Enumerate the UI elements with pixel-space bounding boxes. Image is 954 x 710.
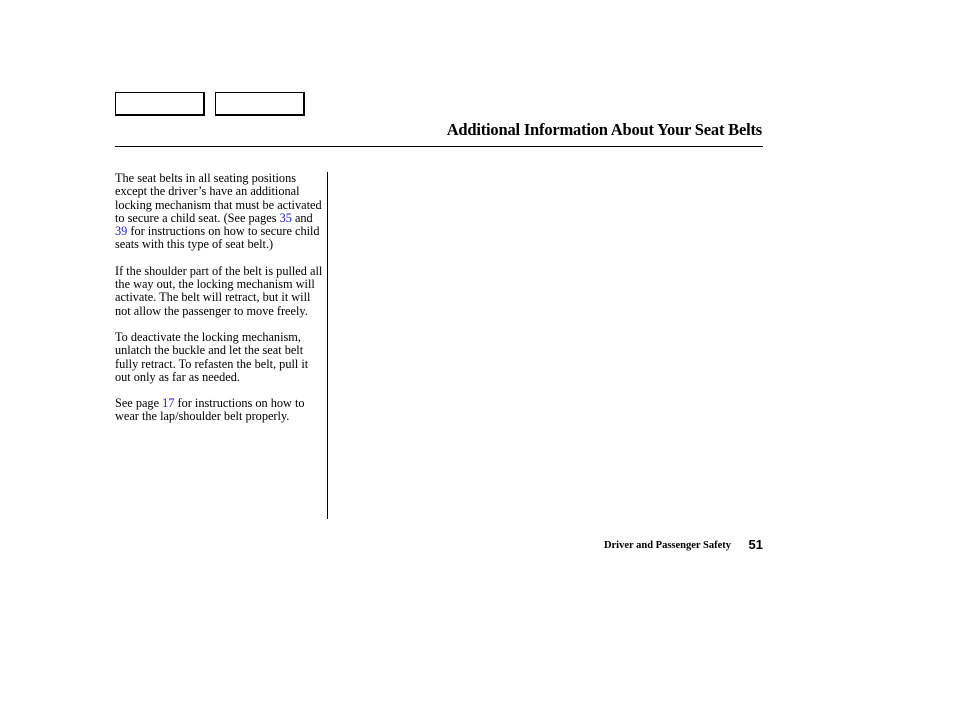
column-divider	[327, 172, 328, 519]
title-divider	[115, 146, 763, 147]
page-title: Additional Information About Your Seat Belts	[446, 120, 762, 139]
page-link-17[interactable]: 17	[162, 396, 175, 411]
body-text-column	[115, 172, 323, 437]
paragraph-see-page	[115, 397, 323, 424]
paragraph-deactivate-locking: To deactivate the locking mechanism, unlatch the buckle and let the seat belt fully retract. To refasten the belt, pull it out only as far as needed.	[115, 329, 309, 384]
paragraph-text: See page	[115, 396, 163, 411]
page-number: 51	[748, 537, 763, 552]
paragraph-text: and	[291, 210, 313, 225]
page-link-39[interactable]: 39	[115, 224, 128, 239]
footer-section-name: Driver and Passenger Safety	[603, 540, 731, 551]
paragraph-text: for instructions on how to wear the lap/shoulder belt properly.	[115, 396, 305, 424]
paragraph-child-seat-locking	[115, 172, 323, 252]
paragraph-locking-activation: If the shoulder part of the belt is pulled all the way out, the locking mechanism will activate. The belt will retract, but it will not allow the passenger to move freely.	[115, 263, 323, 318]
next-page-button[interactable]	[215, 92, 305, 116]
previous-page-button[interactable]	[115, 92, 205, 116]
paragraph-text: for instructions on how to secure child seats with this type of seat belt.)	[115, 224, 320, 252]
page-link-35[interactable]: 35	[279, 210, 292, 225]
paragraph-text: The seat belts in all seating positions except the driver’s have an additional locking mechanism that must be activated to secure a child seat. (See pages	[115, 171, 322, 225]
